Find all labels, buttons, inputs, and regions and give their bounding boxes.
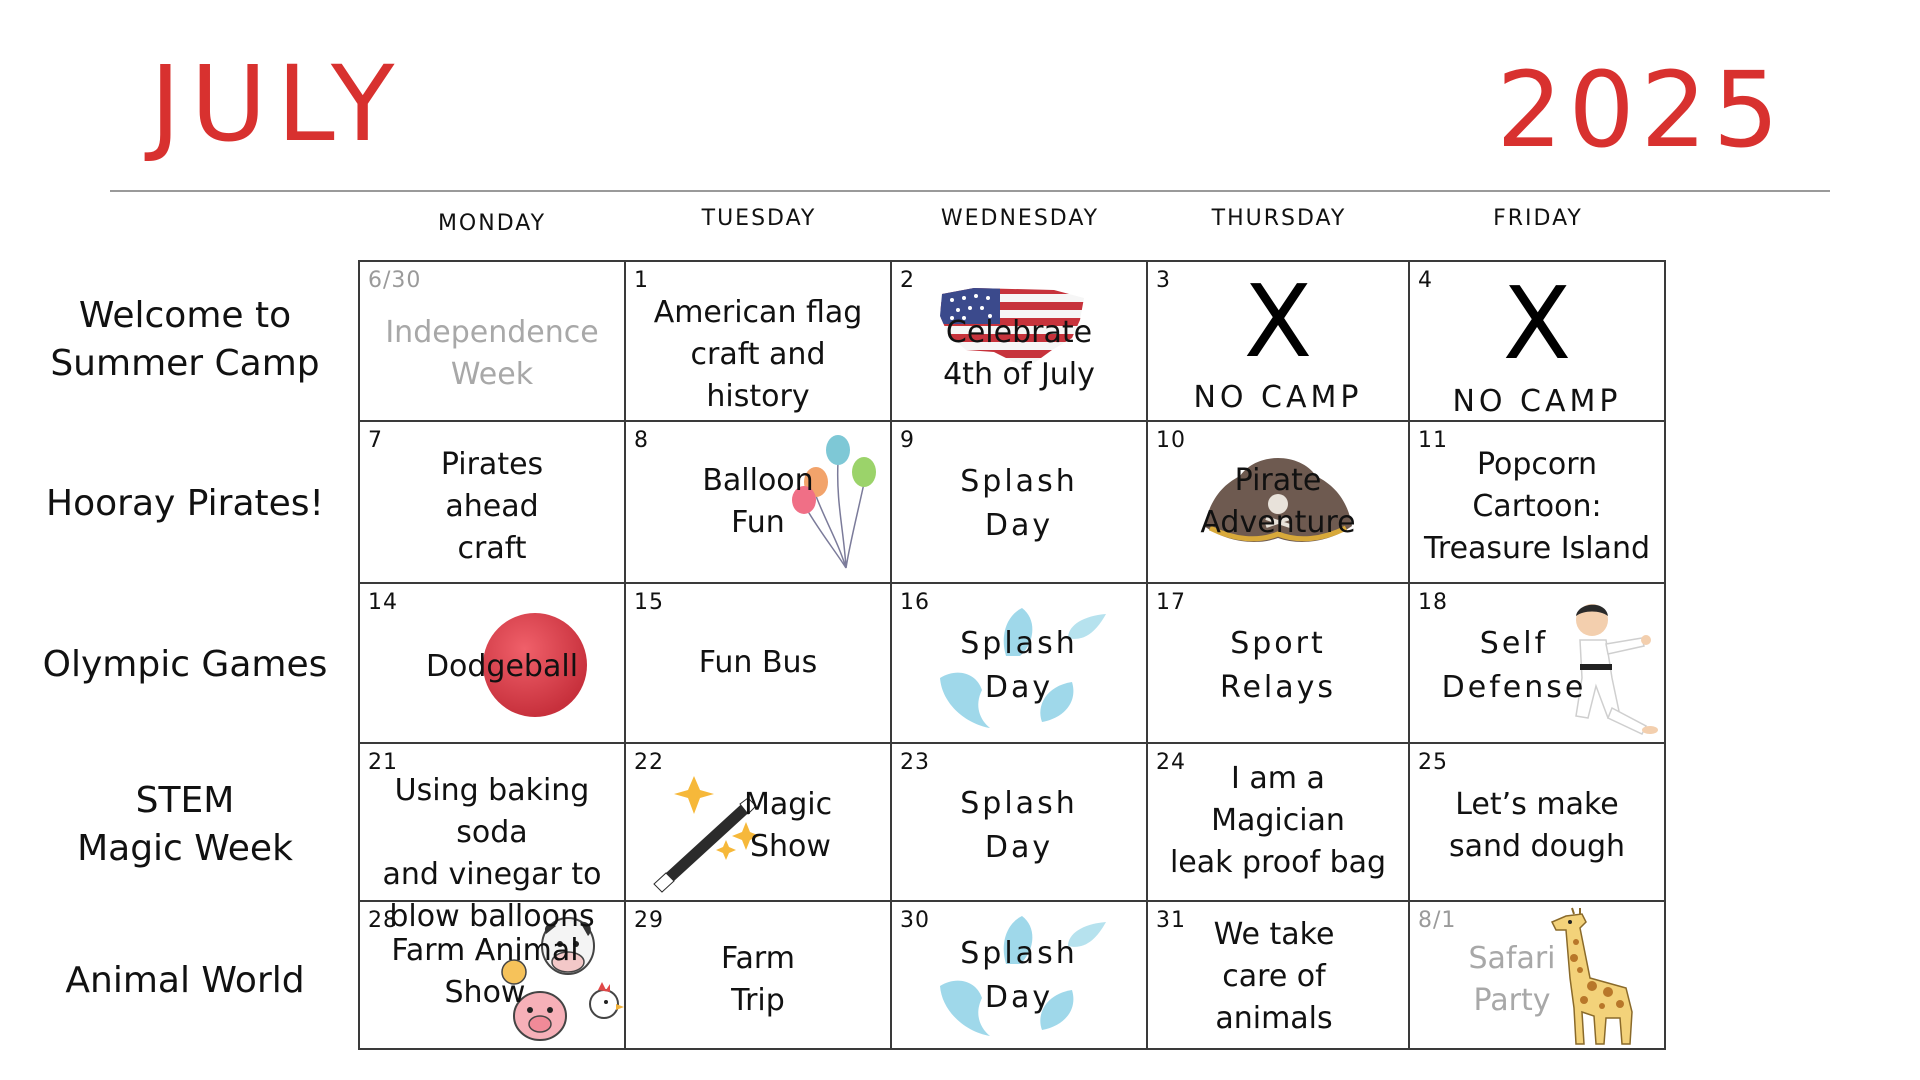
- event-line: American flag: [653, 295, 863, 330]
- event-line: animals: [1215, 1001, 1333, 1036]
- event-line: craft: [457, 531, 527, 566]
- event-text: [626, 292, 890, 418]
- event-line: Cartoon:: [1472, 489, 1602, 524]
- event-line: Celebrate: [945, 315, 1093, 350]
- event-line: Sport: [1230, 626, 1326, 661]
- calendar-cell-jul-1[interactable]: [624, 260, 892, 422]
- event-line: Pirates: [440, 447, 544, 482]
- calendar-cell-jul-22[interactable]: [624, 742, 892, 902]
- day-header-monday: MONDAY: [437, 211, 547, 236]
- week-label-4-line1: STEM: [135, 780, 235, 821]
- date-label: 7: [368, 428, 383, 453]
- event-line: Magician: [1211, 803, 1345, 838]
- event-line: Show: [750, 829, 831, 864]
- event-text: [1410, 784, 1664, 868]
- week-label-3: [30, 641, 340, 689]
- event-text: [1410, 444, 1664, 570]
- date-label: 23: [900, 750, 930, 775]
- event-line: Treasure Island: [1424, 531, 1650, 566]
- event-text: [360, 312, 624, 396]
- event-line: history: [706, 379, 810, 414]
- event-text: [1148, 460, 1408, 544]
- day-header-thursday: THURSDAY: [1211, 206, 1347, 231]
- event-text: [356, 770, 628, 938]
- calendar-cell-aug-1[interactable]: [1408, 900, 1666, 1050]
- event-line: 4th of July: [943, 357, 1095, 392]
- calendar-cell-jul-15[interactable]: [624, 582, 892, 744]
- event-text: [626, 938, 890, 1022]
- week-label-3-line1: Olympic Games: [42, 644, 328, 685]
- event-text: [1148, 758, 1408, 884]
- event-line: Fun Bus: [698, 645, 818, 680]
- event-text: [626, 460, 890, 544]
- date-label: 2: [900, 268, 915, 293]
- event-line: Farm: [721, 941, 795, 976]
- event-line: Splash: [960, 936, 1078, 971]
- day-header-tuesday: TUESDAY: [701, 206, 817, 231]
- event-text: [892, 622, 1146, 710]
- calendar-cell-jul-10[interactable]: [1146, 420, 1410, 584]
- event-text: [360, 444, 624, 570]
- event-line: Balloon: [702, 463, 814, 498]
- event-line: blow balloons: [389, 899, 595, 934]
- date-label: 29: [634, 908, 664, 933]
- event-line: I am a: [1231, 761, 1325, 796]
- calendar-cell-jul-9[interactable]: [890, 420, 1148, 584]
- event-line: leak proof bag: [1169, 845, 1387, 880]
- calendar-cell-jul-30[interactable]: [890, 900, 1148, 1050]
- event-line: Fun: [731, 505, 785, 540]
- event-line: ahead: [445, 489, 539, 524]
- month-title: JULY: [150, 43, 405, 165]
- week-label-5-line1: Animal World: [65, 960, 305, 1001]
- calendar-cell-jun-30[interactable]: [358, 260, 626, 422]
- event-line: Party: [1473, 983, 1551, 1018]
- event-line: Splash: [960, 464, 1078, 499]
- date-label: 24: [1156, 750, 1186, 775]
- date-label: 28: [368, 908, 398, 933]
- event-line: Show: [444, 975, 526, 1010]
- calendar-cell-jul-23[interactable]: [890, 742, 1148, 902]
- date-label: 16: [900, 590, 930, 615]
- event-line: care of: [1222, 959, 1326, 994]
- event-line: Day: [984, 830, 1054, 865]
- calendar-cell-jul-25[interactable]: [1408, 742, 1666, 902]
- event-text: [1364, 622, 1664, 710]
- date-label: 14: [368, 590, 398, 615]
- no-camp-note: NO CAMP: [1193, 380, 1363, 415]
- date-label: 1: [634, 268, 649, 293]
- closed-x-mark: X: [1502, 265, 1572, 382]
- event-line: Defense: [1441, 670, 1587, 705]
- calendar-cell-jul-16[interactable]: [890, 582, 1148, 744]
- event-line: Dodgeball: [425, 649, 579, 684]
- week-label-1: [30, 292, 340, 388]
- calendar-cell-jul-8[interactable]: [624, 420, 892, 584]
- event-line: Farm Animal: [391, 933, 579, 968]
- event-line: Splash: [960, 786, 1078, 821]
- event-text: [892, 782, 1146, 870]
- week-label-4-line2: Magic Week: [77, 828, 293, 869]
- date-label: 22: [634, 750, 664, 775]
- closed-x-mark: X: [1243, 263, 1313, 380]
- date-label: 17: [1156, 590, 1186, 615]
- event-line: Magic: [744, 787, 833, 822]
- date-label: 10: [1156, 428, 1186, 453]
- event-text: [626, 642, 890, 684]
- day-header-friday: FRIDAY: [1493, 206, 1583, 231]
- event-line: Safari: [1468, 941, 1556, 976]
- event-line: Day: [984, 670, 1054, 705]
- calendar-cell-jul-2[interactable]: [890, 260, 1148, 422]
- week-label-4: [30, 777, 340, 873]
- date-label: 3: [1156, 268, 1171, 293]
- calendar-cell-jul-29[interactable]: [624, 900, 892, 1050]
- date-label: 18: [1418, 590, 1448, 615]
- date-label: 25: [1418, 750, 1448, 775]
- week-label-2-line1: Hooray Pirates!: [46, 483, 324, 524]
- date-label: 15: [634, 590, 664, 615]
- event-line: Self: [1479, 626, 1549, 661]
- event-line: Pirate: [1234, 463, 1322, 498]
- event-text: [892, 932, 1146, 1020]
- event-line: Using baking soda: [394, 773, 590, 850]
- day-header-wednesday: WEDNESDAY: [940, 206, 1100, 231]
- calendar-grid: [358, 260, 1662, 1050]
- no-camp-note: NO CAMP: [1452, 384, 1622, 419]
- week-label-5: [30, 957, 340, 1005]
- date-label: 6/30: [368, 268, 422, 293]
- event-line: Splash: [960, 626, 1078, 661]
- event-text: [1360, 938, 1664, 1022]
- event-line: Week: [450, 357, 534, 392]
- week-label-1-line2: Summer Camp: [50, 343, 320, 384]
- event-line: Popcorn: [1476, 447, 1598, 482]
- calendar-cell-jul-14[interactable]: [358, 582, 626, 744]
- week-label-2: [30, 480, 340, 528]
- event-line: Day: [984, 980, 1054, 1015]
- date-label: 4: [1418, 268, 1433, 293]
- calendar-cell-jul-24[interactable]: [1146, 742, 1410, 902]
- calendar-cell-jul-7[interactable]: [358, 420, 626, 584]
- calendar-cell-jul-11[interactable]: [1408, 420, 1666, 584]
- event-text: [892, 312, 1146, 396]
- date-label: 8: [634, 428, 649, 453]
- event-text: [360, 646, 644, 688]
- year-title: 2025: [1496, 49, 1785, 171]
- week-label-1-line1: Welcome to: [78, 295, 292, 336]
- event-text: [346, 930, 624, 1014]
- event-line: craft and: [690, 337, 826, 372]
- header-divider: [110, 190, 1830, 192]
- date-label: 31: [1156, 908, 1186, 933]
- calendar-cell-jul-4[interactable]: [1408, 260, 1666, 422]
- date-label: 21: [368, 750, 398, 775]
- event-line: and vinegar to: [382, 857, 602, 892]
- event-line: sand dough: [1448, 829, 1626, 864]
- event-line: We take: [1213, 917, 1335, 952]
- event-line: Let’s make: [1455, 787, 1619, 822]
- event-line: Day: [984, 508, 1054, 543]
- event-line: Independence: [385, 315, 599, 350]
- date-label: 8/1: [1418, 908, 1457, 933]
- event-text: [892, 460, 1146, 548]
- calendar-cell-jul-18[interactable]: [1408, 582, 1666, 744]
- event-line: Trip: [731, 983, 785, 1018]
- date-label: 9: [900, 428, 915, 453]
- calendar-cell-jul-3[interactable]: [1146, 260, 1410, 422]
- event-text: [744, 784, 890, 868]
- event-line: Adventure: [1200, 505, 1356, 540]
- date-label: 30: [900, 908, 930, 933]
- date-label: 11: [1418, 428, 1448, 453]
- event-line: Relays: [1219, 670, 1337, 705]
